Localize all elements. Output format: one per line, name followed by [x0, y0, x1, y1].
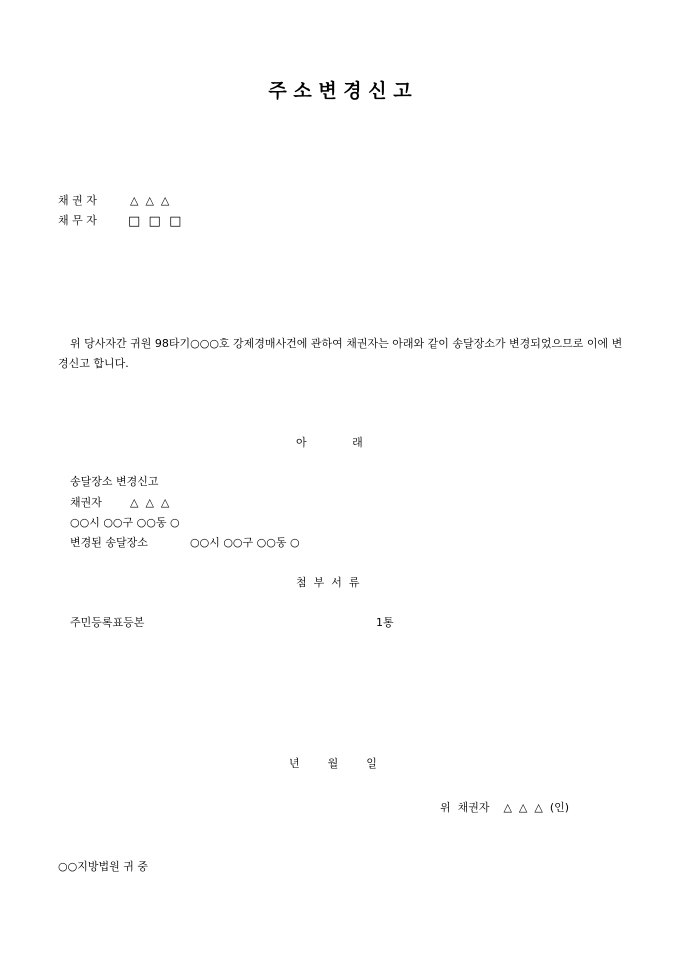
body-paragraph: 위 당사자간 귀원 98타기○○○호 강제경매사건에 관하여 채권자는 아래와 같이 송달장소가 변경되었으므로 이에 변경신고 합니다. [58, 337, 623, 370]
creditor-name: △ △ △ [130, 194, 170, 207]
creditor-label: 채 권 자 [58, 194, 97, 207]
signature-line: 위 채권자 △ △ △ (인) [440, 801, 570, 814]
below-creditor-name: △ △ △ [130, 496, 170, 509]
debtor-name: □ □ □ [128, 214, 182, 229]
new-address-label: 변경된 송달장소 [70, 536, 148, 549]
old-address: ○○시 ○○구 ○○동 ○ [70, 516, 180, 529]
new-address: ○○시 ○○구 ○○동 ○ [190, 536, 300, 549]
document-title: 주 소 변 경 신 고 [268, 80, 412, 102]
below-heading: 아 래 [296, 436, 363, 449]
item-title: 송달장소 변경신고 [70, 475, 159, 488]
attachment-item-count: 1통 [376, 616, 394, 629]
attachments-heading: 첨 부 서 류 [296, 576, 360, 589]
below-creditor-label: 채권자 [70, 496, 102, 509]
debtor-label: 채 무 자 [58, 214, 97, 227]
date-line: 년 월 일 [289, 757, 377, 770]
addressee: ○○지방법원 귀 중 [58, 860, 148, 873]
attachment-item-name: 주민등록표등본 [70, 616, 145, 629]
